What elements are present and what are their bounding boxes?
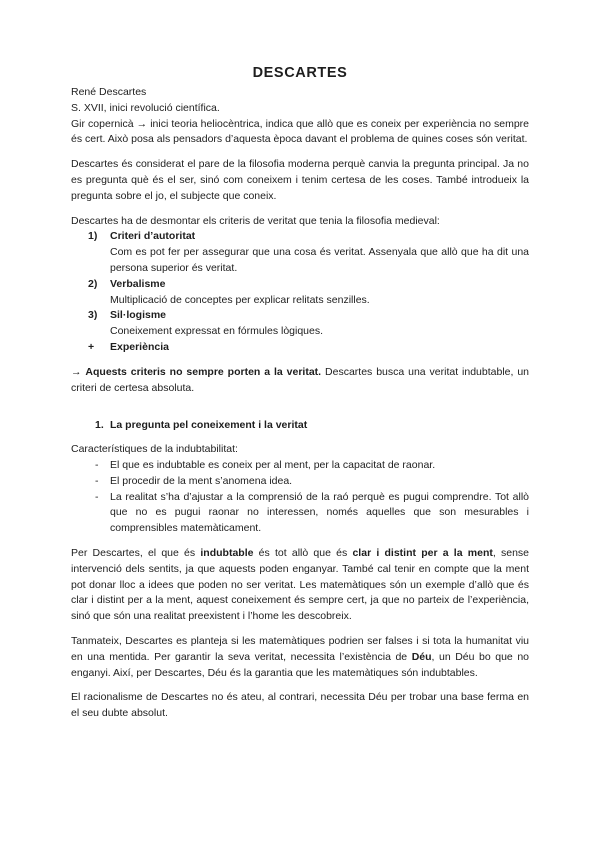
text-run: , sense intervenció dels sentits, ja que aquests poden enganyar. També cal tenir en compte que la ment pot donar lloc a idees que poden no ser veritat. Les matemàtiques són un exemple d’allò que és clar i distint per a la ment, aquest coneixement és sempre cert, ja que no parteix de l’experiència, sinó que són una realitat preexistent i l’home les descobreix.	[71, 546, 530, 623]
criteria-item-body: Coneixement expressat en fórmules lògiques.	[110, 325, 324, 338]
criteria-item-body: Multiplicació de conceptes per explicar relitats senzilles.	[110, 293, 370, 306]
criteria-item-title: Criteri d’autoritat	[110, 230, 196, 243]
dash-marker: -	[95, 490, 99, 503]
section-heading-text: La pregunta pel coneixement i la veritat	[110, 419, 308, 432]
intro-line-copernican: Gir copernicà → inici teoria heliocèntrica, indica que allò que es coneix per experiència no sempre és cert. Això posa als pensadors d’aquesta època davant el problema de quines coses són veritat.	[71, 117, 529, 146]
bold-run-deu: Déu	[411, 650, 432, 663]
characteristic-item	[71, 474, 529, 490]
criteria-item-title: Sil·logisme	[110, 309, 167, 322]
criteria-item-body: Com es pot fer per assegurar que una cosa és veritat. Assenyala que allò que ha dit una persona superior és veritat.	[110, 246, 529, 274]
criteria-item-title: Experiència	[110, 340, 169, 353]
characteristic-item	[71, 458, 529, 474]
text-run: Per Descartes, el que és	[71, 546, 201, 559]
document-title: DESCARTES	[252, 65, 348, 81]
conclusion-paragraph	[71, 365, 529, 397]
criteria-item-experiencia	[71, 340, 529, 356]
section-heading-number: 1.	[95, 419, 104, 432]
criteria-item-marker: +	[88, 340, 95, 353]
conclusion-bold-text: Aquests criteris no sempre porten a la veritat.	[85, 365, 322, 378]
text-run: , un Déu bo que no enganyi. Així, per Descartes, Déu és la garantia que les matemàtiques són indubtables.	[71, 650, 529, 679]
criteria-item-title: Verbalisme	[110, 277, 166, 290]
criteria-item-autoritat	[71, 229, 529, 276]
criteria-intro: Descartes ha de desmontar els criteris de veritat que tenia la filosofia medieval:	[71, 214, 440, 227]
section-heading	[71, 418, 529, 434]
characteristics-list	[71, 458, 529, 537]
text-run: Tanmateix, Descartes es planteja si les matemàtiques podrien ser falses i si tota la humanitat viu en una mentida. Per garantir la seva veritat, necessita l’existència de	[71, 634, 529, 663]
paragraph-modern-philosophy: Descartes és considerat el pare de la filosofia moderna perquè canvia la pregunta principal. Ja no es pregunta què és el ser, sinó com coneixem i tenim certesa de les coses. També introdueix la pregunta sobre el jo, el subjecte que coneix.	[71, 158, 529, 202]
criteria-item-marker: 2)	[88, 277, 98, 290]
arrow-glyph: →	[71, 365, 86, 378]
bold-run-clar-i-distint: clar i distint per a la ment	[352, 546, 493, 559]
dash-marker: -	[95, 474, 99, 487]
criteria-item-verbalisme	[71, 277, 529, 309]
criteria-item-sillogisme	[71, 308, 529, 340]
paragraph-indubtable	[71, 546, 529, 625]
characteristic-text: El procedir de la ment s’anomena idea.	[110, 474, 293, 487]
paragraph-deu	[71, 634, 529, 681]
criteria-item-marker: 3)	[88, 309, 98, 322]
characteristic-item	[71, 490, 529, 537]
intro-line-century: S. XVII, inici revolució científica.	[71, 101, 220, 114]
conclusion-rest-text: Descartes busca una veritat indubtable, un criteri de certesa absoluta.	[71, 365, 530, 394]
criteria-list	[71, 229, 529, 355]
intro-line-author: René Descartes	[71, 86, 147, 98]
bold-run-indubtable: indubtable	[200, 546, 254, 559]
paragraph-racionalisme: El racionalisme de Descartes no és ateu, al contrari, necessita Déu per trobar una base ferma en el seu dubte absolut.	[71, 691, 529, 720]
criteria-item-marker: 1)	[88, 230, 98, 243]
characteristic-text: La realitat s’ha d’ajustar a la comprensió de la raó perquè es pugui comprendre. Tot allò que no es pugui raonar no interessen, només aquelles que son mesurables i comprensibles matemàticament.	[110, 490, 529, 535]
characteristic-text: El que es indubtable es coneix per al ment, per la capacitat de raonar.	[110, 458, 436, 471]
intro-paragraph	[71, 85, 529, 148]
text-run: és tot allò que és	[253, 546, 353, 559]
dash-marker: -	[95, 458, 99, 471]
characteristics-intro: Característiques de la indubtabilitat:	[71, 443, 238, 456]
